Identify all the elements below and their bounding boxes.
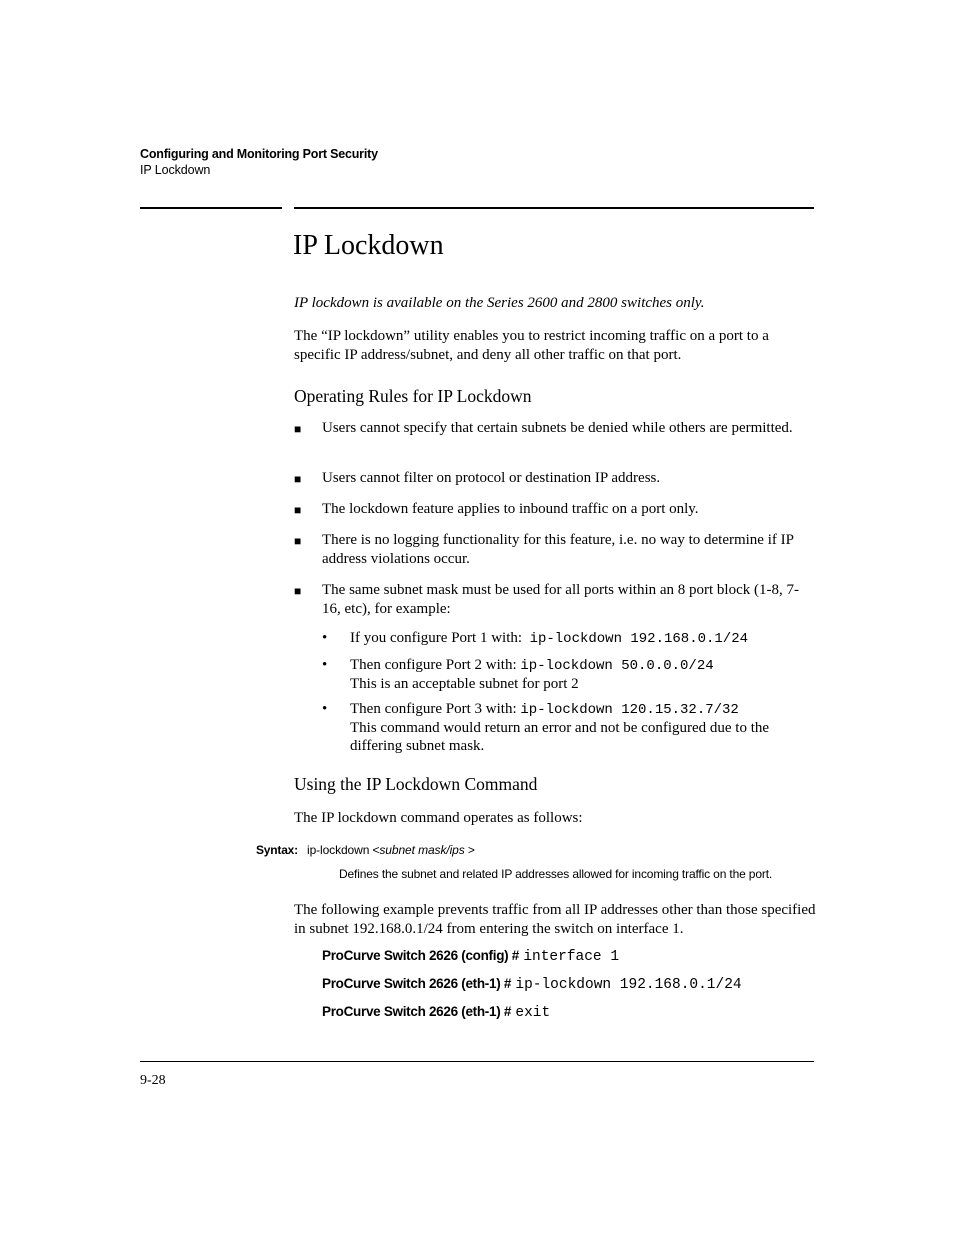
header-rule-right xyxy=(294,207,814,209)
rule-item: There is no logging functionality for this feature, i.e. no way to determine if IP address violations occur. xyxy=(322,532,794,567)
syntax-command: ip-lockdown < xyxy=(307,843,380,857)
example-note: This command would return an error and not be configured due to the differing subnet mask. xyxy=(350,720,770,754)
bullet-icon: ■ xyxy=(294,584,302,598)
example-note: This is an acceptable subnet for port 2 xyxy=(350,676,579,692)
syntax-close: > xyxy=(464,843,475,857)
cli-prompt: ProCurve Switch 2626 (eth-1) # xyxy=(322,1004,512,1019)
cli-command-line xyxy=(322,976,742,993)
syntax-label: Syntax: xyxy=(256,843,298,857)
bullet-icon: ■ xyxy=(294,534,302,548)
bullet-icon: ■ xyxy=(294,503,302,517)
example-intro: The following example prevents traffic from all IP addresses other than those specified in subnet 192.168.0.1/24 from entering the switch on interface 1. xyxy=(294,902,816,937)
syntax-param: subnet mask/ips xyxy=(379,843,465,857)
cli-command: exit xyxy=(515,1005,551,1021)
running-header-section: IP Lockdown xyxy=(140,163,211,177)
page-title: IP Lockdown xyxy=(293,230,444,261)
example-item xyxy=(350,656,800,693)
example-item xyxy=(350,700,800,755)
bullet-icon: ■ xyxy=(294,422,302,436)
command-intro: The IP lockdown command operates as follows: xyxy=(294,810,583,826)
sub-bullet-icon: • xyxy=(322,630,328,646)
example-item xyxy=(350,629,800,648)
bullet-icon: ■ xyxy=(294,472,302,486)
example-code: ip-lockdown 192.168.0.1/24 xyxy=(529,631,748,647)
page-number: 9-28 xyxy=(140,1073,166,1088)
availability-note: IP lockdown is available on the Series 2600 and 2800 switches only. xyxy=(294,295,705,311)
rule-item: The lockdown feature applies to inbound traffic on a port only. xyxy=(322,501,699,517)
cli-prompt: ProCurve Switch 2626 (eth-1) # xyxy=(322,976,512,991)
example-text: Then configure Port 3 with: xyxy=(350,701,517,717)
example-code: ip-lockdown 50.0.0.0/24 xyxy=(520,658,714,674)
cli-command-line xyxy=(322,1004,550,1021)
cli-prompt: ProCurve Switch 2626 (config) # xyxy=(322,948,520,963)
footer-rule xyxy=(140,1061,814,1062)
sub-bullet-icon: • xyxy=(322,657,328,673)
example-text: If you configure Port 1 with: xyxy=(350,630,523,646)
rule-item: The same subnet mask must be used for all ports within an 8 port block (1-8, 7-16, etc), for example: xyxy=(322,582,799,617)
example-code: ip-lockdown 120.15.32.7/32 xyxy=(520,702,739,718)
rules-heading: Operating Rules for IP Lockdown xyxy=(294,386,532,406)
cli-command-line xyxy=(322,948,619,965)
syntax-description: Defines the subnet and related IP addresses allowed for incoming traffic on the port. xyxy=(339,867,773,881)
rule-item: Users cannot specify that certain subnets be denied while others are permitted. xyxy=(322,420,793,436)
running-header-chapter: Configuring and Monitoring Port Security xyxy=(140,147,378,161)
header-rule-left xyxy=(140,207,282,209)
intro-paragraph: The “IP lockdown” utility enables you to restrict incoming traffic on a port to a specific IP address/subnet, and deny all other traffic on that port. xyxy=(294,328,769,363)
rule-item: Users cannot filter on protocol or destination IP address. xyxy=(322,470,661,486)
cli-command: interface 1 xyxy=(523,949,620,965)
example-text: Then configure Port 2 with: xyxy=(350,657,517,673)
command-heading: Using the IP Lockdown Command xyxy=(294,774,538,794)
syntax-value xyxy=(307,843,475,857)
cli-command: ip-lockdown 192.168.0.1/24 xyxy=(515,977,742,993)
sub-bullet-icon: • xyxy=(322,701,328,717)
